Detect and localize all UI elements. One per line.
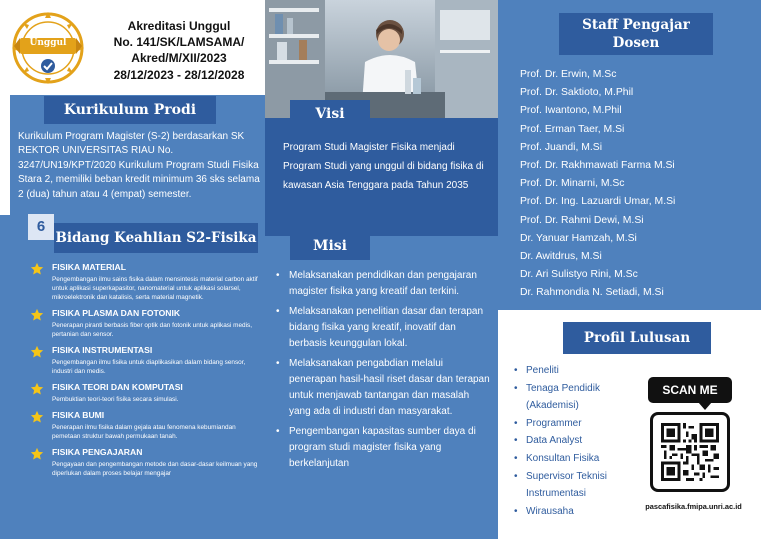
expertise-title: FISIKA PENGAJARAN [52,447,143,457]
expertise-title: FISIKA MATERIAL [52,262,126,272]
left-white-edge [0,95,10,215]
expertise-item [30,308,262,339]
accreditation-line: Akred/M/XII/2023 [131,51,227,66]
staff-member: Dr. Awitdrus, M.Si [520,251,602,263]
profil-item: • Supervisor Teknisi Instrumentasi [512,468,637,503]
expertise-desc: Pengembangan ilmu sains fisika dalam mensintesis material carbon aktif untuk aplikasi superkapasitor, nanomaterial untuk aplikasi solarsel, mikroelektronik dan katalisis, serta material magnetik. [52,276,258,301]
accreditation-line: Akreditasi Unggul [127,19,231,33]
profil-item: • Wirausaha [512,503,637,521]
profil-list [512,362,637,520]
website-url[interactable]: pascafisika.fmipa.unri.ac.id [645,502,742,511]
staff-member: Dr. Ari Sulistyo Rini, M.Sc [520,269,638,281]
staff-member: Prof. Dr. Rahmi Dewi, M.Si [520,214,644,226]
expertise-desc: Penerapan ilmu fisika dalam gejala atau fenomena kebumiandan pemetaan struktur bawah permukaan tanah. [52,424,236,440]
staff-member: Prof. Iwantono, M.Phil [520,105,622,117]
star-icon [30,262,44,276]
qr-code-icon[interactable] [661,423,719,481]
star-icon [30,345,44,359]
expertise-desc: Pembuktian teori-teori fisika secara simulasi. [52,396,179,403]
staff-heading-line: Staff Pengajar [582,17,690,33]
misi-item: • Pengembangan kapasitas sumber daya di program studi magister fisika yang berkelanjutan [275,424,490,472]
visi-heading: Visi [290,100,370,128]
expertise-item [30,382,262,404]
staff-heading [559,13,713,55]
expertise-title: FISIKA PLASMA DAN FOTONIK [52,308,181,318]
star-icon [30,382,44,396]
expertise-item [30,410,262,441]
staff-member: Prof. Dr. Minarni, M.Sc [520,178,625,190]
visi-body: Program Studi Magister Fisika menjadi Program Studi yang unggul di bidang fisika di kawasan Asia Tenggara pada Tahun 2035 [283,142,484,192]
accreditation-line: 28/12/2023 - 28/12/2028 [113,67,245,82]
expertise-title: FISIKA TEORI DAN KOMPUTASI [52,382,183,392]
staff-member: Prof. Dr. Saktioto, M.Phil [520,87,634,99]
profil-heading: Profil Lulusan [563,322,711,354]
kurikulum-heading: Kurikulum Prodi [44,96,216,124]
bidang-heading: Bidang Keahlian S2-Fisika [54,223,258,253]
misi-heading: Misi [290,232,370,260]
staff-heading-line: Dosen [612,35,660,51]
right-panel [498,0,761,539]
staff-member: Dr. Yanuar Hamzah, M.Si [520,232,637,244]
expertise-title: FISIKA BUMI [52,410,105,420]
scan-bubble-tail [698,402,712,410]
star-icon [30,410,44,424]
expertise-desc: Pengayaan dan pengembangan metode dan dasar-dasar keilmuan yang diperlukan dalam proses belajar mengajar [52,461,258,477]
profil-item: • Programmer [512,415,637,433]
seal-text: Unggul [29,38,67,48]
seal-icon [6,6,90,90]
misi-list [275,268,490,476]
misi-item: • Melaksanakan pendidikan dan pengajaran magister fisika yang kreatif dan terkini. [275,268,490,300]
accreditation-line: No. 141/SK/LAMSAMA/ [113,35,245,50]
left-panel [0,0,265,539]
star-icon [30,308,44,322]
scan-me-label: SCAN ME [648,377,732,403]
profil-item: • Tenaga Pendidik (Akademisi) [512,380,637,415]
expertise-item [30,447,262,478]
bidang-count-badge: 6 [28,214,54,240]
kurikulum-body: Kurikulum Program Magister (S-2) berdasarkan SK REKTOR UNIVERSITAS RIAU No. 3247/UN19/KPT/2020 Kurikulum Program Studi Fisika Stara 2, memiliki beban kredit minimum 36 sks selama 2 (dua) tahun atau 4 (empat) semester. [18,131,260,200]
staff-member: Prof. Dr. Rakhmawati Farma M.Si [520,160,675,172]
star-icon [30,447,44,461]
expertise-desc: Penerapan piranti berbasis fiber optik dan fotonik untuk aplikasi medis, pertanian dan sensor. [52,322,253,338]
profil-item: • Data Analyst [512,432,637,450]
expertise-item [30,345,262,376]
staff-member: Prof. Dr. Erwin, M.Sc [520,69,617,80]
profil-item: • Konsultan Fisika [512,450,637,468]
accreditation-block [0,0,265,95]
middle-panel [265,0,498,539]
accreditation-text [94,18,264,83]
expertise-title: FISIKA INSTRUMENTASI [52,345,153,355]
expertise-list [30,262,262,484]
expertise-item [30,262,262,302]
staff-list [520,66,760,303]
profil-item: • Peneliti [512,362,637,380]
staff-member: Prof. Juandi, M.Si [520,141,603,153]
misi-item: • Melaksanakan penelitian dasar dan terapan bidang fisika yang kreatif, inovatif dan berbasis keunggulan lokal. [275,304,490,352]
staff-member: Prof. Dr. Ing. Lazuardi Umar, M.Si [520,196,676,208]
staff-member: Dr. Rahmondia N. Setiadi, M.Si [520,287,664,299]
staff-member: Prof. Erman Taer, M.Si [520,123,625,135]
qr-frame[interactable] [650,412,730,492]
misi-item: • Melaksanakan pengabdian melalui penerapan hasil-hasil riset dasar dan terapan untuk menjawab tantangan dan masalah yang ada di industri dan masyarakat. [275,356,490,420]
expertise-desc: Pengembangan ilmu fisika untuk diaplikasikan dalam bidang sensor, industri dan medis. [52,359,246,375]
